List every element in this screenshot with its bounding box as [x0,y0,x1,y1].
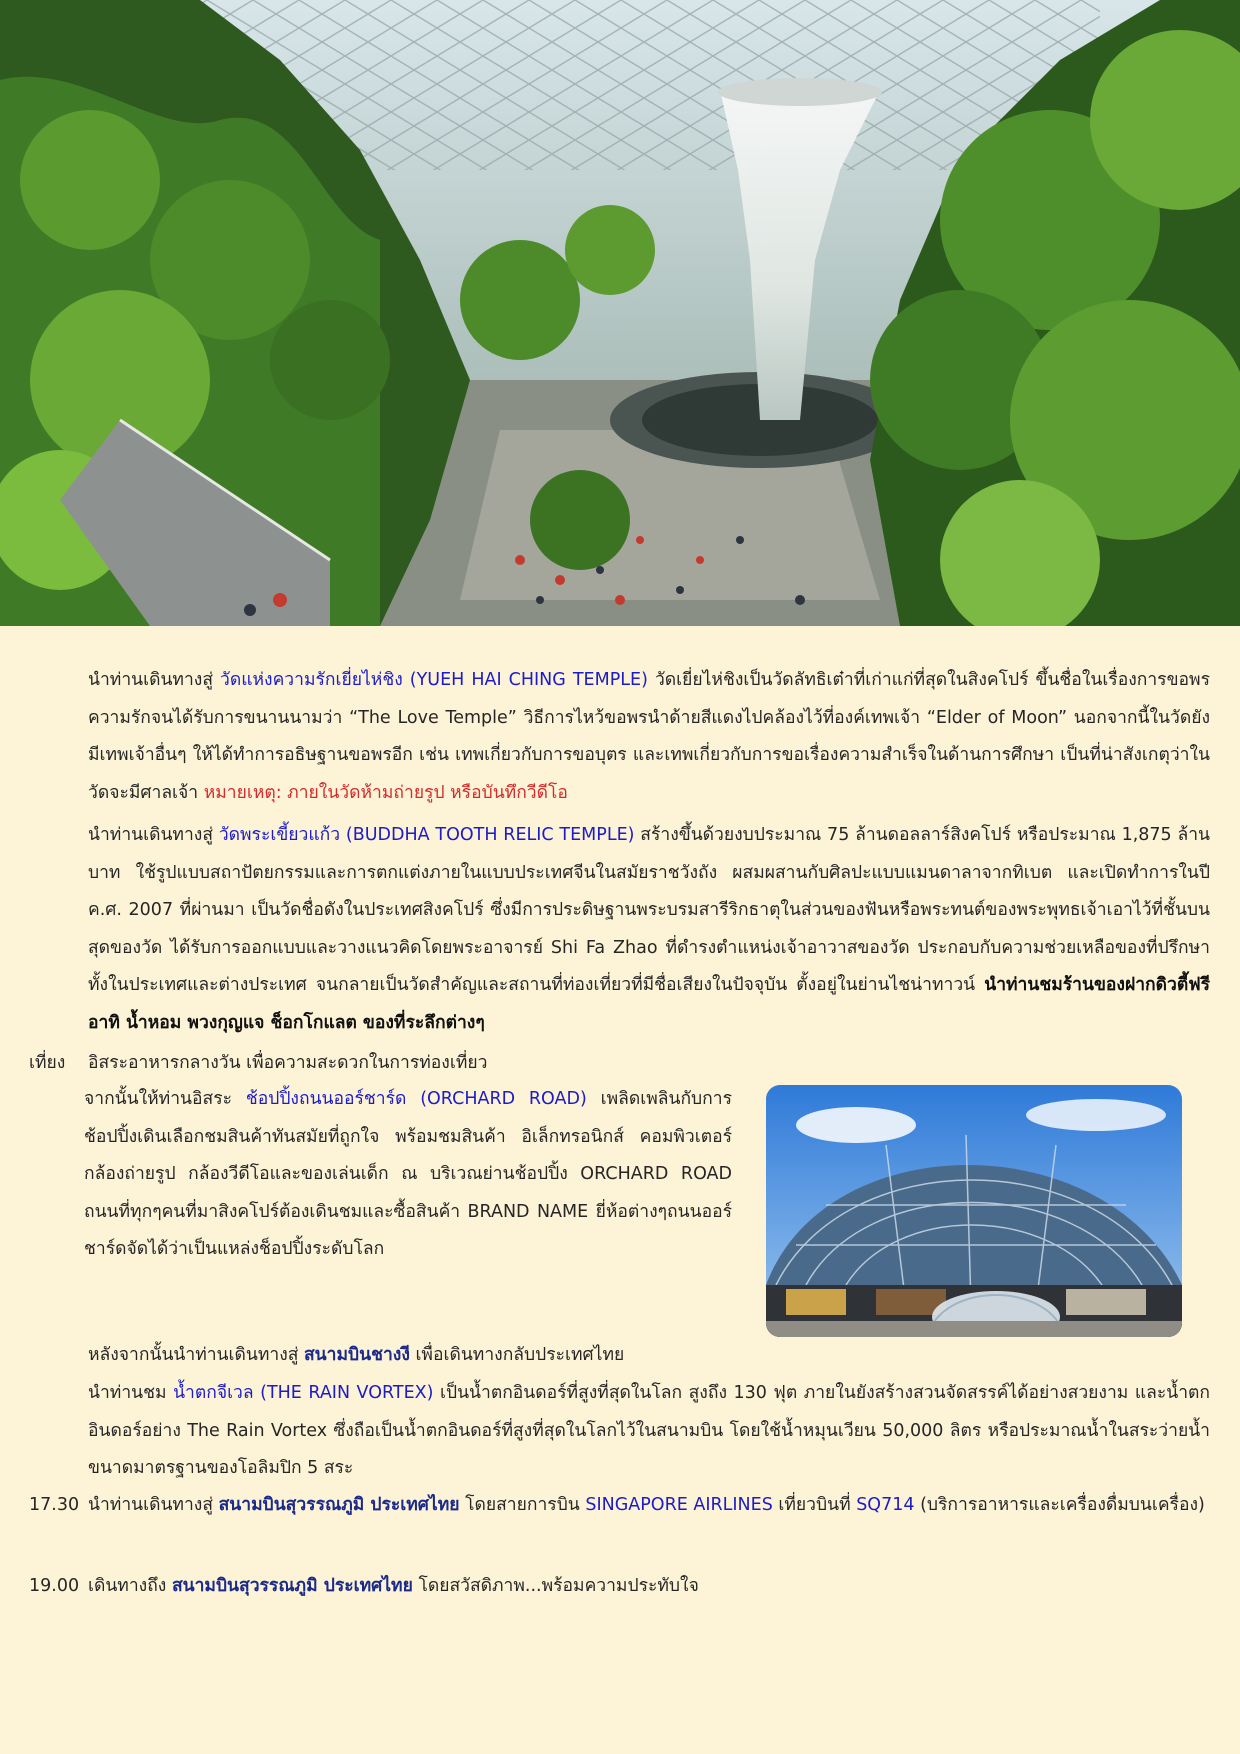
flight-number: SQ714 [856,1495,915,1515]
orchard-road-paragraph [84,1081,732,1269]
orchard-road-mall-photo [766,1085,1182,1337]
buddha-tooth-paragraph [88,817,1210,1042]
flight-time: 17.30 [29,1495,80,1515]
buddha-tooth-place: วัดพระเขี้ยวแก้ว (BUDDHA TOOTH RELIC TEMPLE) [218,825,635,845]
meal-service-text: (บริการอาหารและเครื่องดื่มบนเครื่อง) [920,1495,1205,1515]
temple-love-paragraph [88,662,1210,812]
changi-airport-place: สนามบินชางงี [304,1345,410,1365]
rain-vortex-paragraph [88,1375,1210,1488]
suvarnabhumi-place: สนามบินสุวรรณภูมิ ประเทศไทย [218,1495,460,1515]
orchard-mall-illustration [766,1085,1182,1337]
jewel-rain-vortex-photo [0,0,1240,626]
lead-text: นำท่านเดินทางสู่ [88,670,214,690]
description-text: เพลิดเพลินกับการช้อปปิ้งเดินเลือกชมสินค้าทันสมัยที่ถูกใจ พร้อมชมสินค้า อิเล็กทรอนิกส์ คอมพิวเตอร์ กล้องถ่ายรูป กล้องวีดีโอและของเล่นเด็ก ณ บริเวณย่านช้อปปิ้ง ORCHARD ROAD ถนนที่ทุกๆคนที่มาสิงคโปร์ต้องเดินชมและซื้อสินค้า BRAND NAME ยี่ห้อต่างๆถนนออร์ชาร์ดจัดได้ว่าเป็นแหล่งช็อปปิ้งระดับโลก [84,1089,732,1259]
yueh-hai-ching-place: วัดแห่งความรักเยี่ยไห่ชิง (YUEH HAI CHING TEMPLE) [220,670,648,690]
airline-lead: โดยสายการบิน [465,1495,580,1515]
changi-paragraph [88,1337,1210,1375]
flight-row [29,1487,1210,1525]
arrival-row [29,1568,1210,1606]
airline-name: SINGAPORE AIRLINES [585,1495,773,1515]
duty-free-shop-text: นำท่านชมร้านของฝากดิวตี้ฟรี อาทิ น้ำหอม พวงกุญแจ ช็อกโกแลต ของที่ระลึกต่างๆ [88,975,1210,1033]
lead-text: เดินทางถึง [88,1576,167,1596]
lunch-time-label: เที่ยง [29,1053,66,1073]
description-text: วัดเยี่ยไห่ชิงเป็นวัดลัทธิเต๋าที่เก่าแก่ที่สุดในสิงคโปร์ ขึ้นชื่อในเรื่องการขอพรความรักจนได้รับการขนานนามว่า “The Love Temple” วิธีการไหว้ขอพรนำด้ายสีแดงไปคล้องไว้ที่องค์เทพเจ้า “Elder of Moon” นอกจากนี้ในวัดยังมีเทพเจ้าอื่นๆ ให้ได้ทำการอธิษฐานขอพรอีก เช่น เทพเกี่ยวกับการขอบุตร และเทพเกี่ยวกับการขอเรื่องความสำเร็จในด้านการศึกษา เป็นที่น่าสังเกตุว่าในวัดจะมีศาลเจ้า [88,670,1210,803]
lead-text: จากนั้นให้ท่านอิสระ [84,1089,232,1109]
rain-vortex-place: น้ำตกจีเวล (THE RAIN VORTEX) [173,1383,434,1403]
description-text: สร้างขึ้นด้วยงบประมาณ 75 ล้านดอลลาร์สิงคโปร์ หรือประมาณ 1,875 ล้านบาท ใช้รูปแบบสถาปัตยกรรมและการตกแต่งภายในแบบประเทศจีนในสมัยราชวังถัง ผสมผสานกับศิลปะแบบแมนดาลาจากทิเบต และเปิดทำการในปี ค.ศ. 2007 ที่ผ่านมา เป็นวัดชื่อดังในประเทศสิงคโปร์ ซึ่งมีการประดิษฐานพระบรมสารีริกธาตุในส่วนของฟันหรือพระทนต์ของพระพุทธเจ้าเอาไว้ที่ชั้นบนสุดของวัด ได้รับการออกแบบและวางแนวคิดโดยพระอาจารย์ Shi Fa Zhao ที่ดำรงตำแหน่งเจ้าอาวาสของวัด ประกอบกับความช่วยเหลือของที่ปรึกษาทั้งในประเทศและต่างประเทศ จนกลายเป็นวัดสำคัญและสถานที่ท่องเที่ยวที่มีชื่อเสียงในปัจจุบัน ตั้งอยู่ในย่านไชน่าทาวน์ [88,825,1210,995]
arrival-body [88,1568,1210,1606]
arrival-time: 19.00 [29,1576,80,1596]
flight-label: เที่ยวบินที่ [778,1495,851,1515]
description-text: เป็นน้ำตกอินดอร์ที่สูงที่สุดในโลก สูงถึง 130 ฟุต ภายในยังสร้างสวนจัดสรรค์ได้อย่างสวยงาม และน้ำตกอินดอร์อย่าง The Rain Vortex ซึ่งถือเป็นน้ำตกอินดอร์ที่สูงที่สุดในโลกไว้ในสนามบิน โดยใช้น้ำหมุนเวียน 50,000 ลิตร หรือประมาณน้ำในสระว่ายน้ำขนาดมาตรฐานของโอลิมปิก 5 สระ [88,1383,1210,1478]
orchard-road-place: ช้อปปิ้งถนนออร์ชาร์ด (ORCHARD ROAD) [245,1089,587,1109]
jewel-rain-vortex-illustration [0,0,1240,626]
lead-text: หลังจากนั้นนำท่านเดินทางสู่ [88,1345,299,1365]
arrival-text: โดยสวัสดิภาพ...พร้อมความประทับใจ [418,1576,699,1596]
photo-warning-note: หมายเหตุ: ภายในวัดห้ามถ่ายรูป หรือบันทึกวีดีโอ [203,782,568,803]
description-text: เพื่อเดินทางกลับประเทศไทย [415,1345,625,1365]
lead-text: นำท่านเดินทางสู่ [88,1495,214,1515]
suvarnabhumi-arrival-place: สนามบินสุวรรณภูมิ ประเทศไทย [171,1576,413,1596]
lunch-text: อิสระอาหารกลางวัน เพื่อความสะดวกในการท่องเที่ยว [88,1053,488,1073]
lead-text: นำท่านเดินทางสู่ [88,825,214,845]
flight-body [88,1487,1210,1525]
lunch-row [29,1045,1209,1083]
lead-text: นำท่านชม [88,1383,167,1403]
